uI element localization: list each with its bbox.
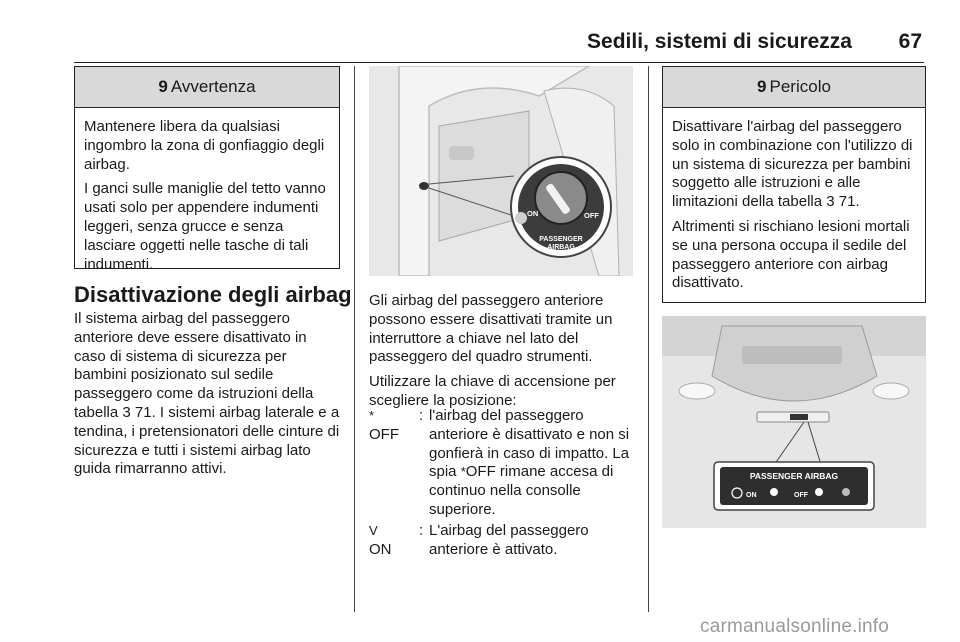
fig1-airbag-label: AIRBAG xyxy=(547,244,575,251)
fig1-passenger-label: PASSENGER xyxy=(539,236,583,243)
page-number: 67 xyxy=(898,30,922,53)
position-desc-off: l'airbag del passeggero anteriore è disattivato e non si gonfierà in caso di impatto. La spia xyxy=(429,407,630,481)
airbag-on-icon: V xyxy=(369,522,378,538)
warning-paragraph-2: I ganci sulle maniglie del tetto vanno usati solo per appendere indumenti leggeri, senza grucce e senza lasciare oggetti nelle tasche di tali indumenti. xyxy=(84,180,326,273)
danger-header xyxy=(663,67,925,108)
reference-arrow-icon: 3 xyxy=(122,403,131,421)
position-colon: : xyxy=(419,407,424,424)
overhead-console-illustration xyxy=(662,316,926,528)
middle-paragraph-2: Utilizzare la chiave di accensione per scegliere la posizione: xyxy=(369,373,616,409)
position-desc-off-end: OFF rimane accesa di continuo nella consolle superiore. xyxy=(429,463,614,518)
position-term-off: OFF xyxy=(369,425,399,443)
airbag-off-warning-icon: * xyxy=(460,464,466,480)
warning-header xyxy=(75,67,339,108)
fig1-on-label: ON xyxy=(527,209,539,218)
section-body-text: Il sistema airbag del passeggero anteriore deve essere disattivato in caso di sistema di sicurezza per bambini posizionato sul sedile passeggero come da istruzioni della tabella xyxy=(74,310,314,421)
position-item-on xyxy=(369,522,633,560)
position-desc-on: L'airbag del passeggero anteriore è attivato. xyxy=(429,521,589,558)
position-term-on: ON xyxy=(369,540,392,558)
key-switch-illustration xyxy=(369,66,633,276)
watermark: carmanualsonline.info xyxy=(700,616,890,637)
section-body xyxy=(74,310,340,485)
danger-paragraph-2: Altrimenti si rischiano lesioni mortali se una persona occupa il sedile del passeggero anteriore con airbag disattivato. xyxy=(672,217,910,292)
reference-arrow-icon: 3 xyxy=(826,193,835,211)
column-divider-right xyxy=(648,66,649,612)
fig1-off-label: OFF xyxy=(584,211,599,220)
danger-box xyxy=(662,66,926,303)
warning-paragraph-1: Mantenere libera da qualsiasi ingombro la zona di gonfiaggio degli airbag. xyxy=(84,118,325,173)
position-item-off xyxy=(369,407,633,520)
fig2-title-label: PASSENGER AIRBAG xyxy=(749,471,839,481)
warning-title: Avvertenza xyxy=(170,77,256,96)
section-body-text-end: 71. I sistemi airbag laterale e a tendina, i pretensionatori delle cinture di sicurezza e tutti i sistemi airbag lato guida rimarranno attivi. xyxy=(74,403,340,478)
overhead-console-figure xyxy=(662,316,926,528)
column-divider-left xyxy=(354,66,355,612)
section-title: Disattivazione degli airbag xyxy=(74,282,352,307)
position-list xyxy=(369,407,633,561)
position-colon: : xyxy=(419,521,424,539)
airbag-off-icon: * xyxy=(369,408,375,423)
warning-box xyxy=(74,66,340,273)
warning-icon: 9 xyxy=(158,77,168,96)
danger-paragraph-1: Disattivare l'airbag del passeggero solo in combinazione con l'utilizzo di un sistema di sicurezza per bambini soggetto alle istruzioni e alle limitazioni della tabella xyxy=(672,118,913,211)
airbag-key-switch-figure xyxy=(369,66,633,276)
danger-paragraph-1-end: 71. xyxy=(834,193,860,211)
danger-title: Pericolo xyxy=(769,77,831,96)
fig2-on-label: ON xyxy=(746,492,757,499)
middle-paragraph-1: Gli airbag del passeggero anteriore possono essere disattivati tramite un interruttore a chiave nel lato del passeggero del quadro strumenti. xyxy=(369,292,613,366)
danger-icon: 9 xyxy=(757,77,767,96)
header-divider xyxy=(74,62,924,63)
page-header-title: Sedili, sistemi di sicurezza xyxy=(587,30,852,53)
fig2-off-label: OFF xyxy=(794,492,808,499)
